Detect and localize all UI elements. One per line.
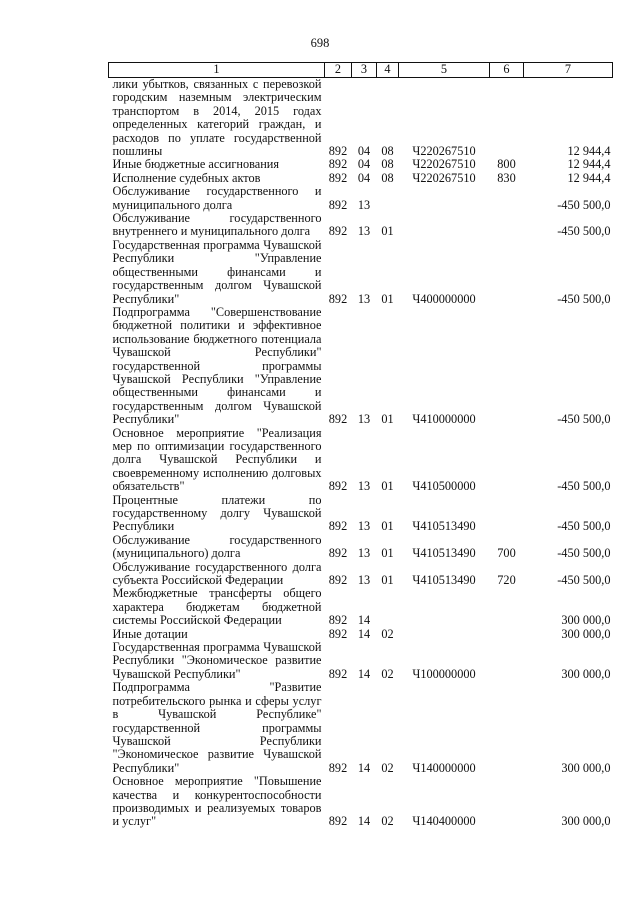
row-amount: 12 944,4 (567, 170, 611, 185)
row-expense-type-code (490, 775, 524, 829)
row-ministry-code: 892 (328, 170, 348, 185)
row-expense-type-code (490, 185, 524, 212)
row-name: Государственная программа Чувашской Республики "Управление общественными финансами и государственным долгом Чувашской Республики" (112, 237, 322, 306)
table-row (109, 681, 613, 775)
row-ministry-code: 892 (328, 291, 348, 306)
table-row (109, 775, 613, 829)
row-subsection-code: 01 (381, 412, 394, 427)
row-section-code: 13 (357, 224, 371, 239)
header-col-1: 1 (109, 63, 325, 78)
row-name: Межбюджетные трансферты общего характера бюджетам бюджетной системы Российской Федерации (112, 586, 322, 628)
row-article-code: Ч410500000 (412, 479, 476, 494)
row-section-code: 13 (357, 197, 371, 212)
row-subsection-code: 01 (381, 224, 394, 239)
row-article-code: Ч220267510 (412, 170, 476, 185)
row-name: Подпрограмма "Совершенствование бюджетной политики и эффективное использование бюджетного потенциала Чувашской Республики" государственной программы Чувашской Республики "Управление общественными финансами и государственным долгом Чувашской Республики" (112, 304, 322, 427)
row-article-code (399, 212, 490, 239)
row-subsection-code: 01 (381, 519, 394, 534)
row-amount: -450 500,0 (557, 197, 611, 212)
row-amount: -450 500,0 (557, 224, 611, 239)
row-ministry-code: 892 (328, 573, 348, 588)
row-expense-type-code (490, 78, 524, 159)
row-ministry-code: 892 (328, 613, 348, 628)
row-article-code: Ч410000000 (412, 412, 476, 427)
table-row (109, 534, 613, 561)
row-section-code: 13 (357, 519, 371, 534)
row-amount: -450 500,0 (557, 412, 611, 427)
row-article-code: Ч220267510 (412, 157, 476, 172)
row-subsection-code: 02 (381, 814, 394, 829)
row-subsection-code (377, 587, 399, 627)
row-article-code (399, 185, 490, 212)
row-article-code: Ч410513490 (412, 546, 476, 561)
row-section-code: 14 (357, 626, 371, 641)
row-amount: 300 000,0 (561, 613, 611, 628)
table-row (109, 158, 613, 171)
row-section-code: 13 (357, 573, 371, 588)
row-ministry-code: 892 (328, 197, 348, 212)
row-subsection-code: 02 (381, 760, 394, 775)
header-col-6: 6 (490, 63, 524, 78)
row-amount: -450 500,0 (557, 546, 611, 561)
row-article-code: Ч410513490 (412, 573, 476, 588)
row-name: Иные дотации (112, 626, 188, 641)
row-article-code (399, 628, 490, 641)
header-col-5: 5 (399, 63, 490, 78)
row-amount: 300 000,0 (561, 760, 611, 775)
budget-table (108, 62, 613, 829)
row-ministry-code: 892 (328, 412, 348, 427)
row-ministry-code: 892 (328, 666, 348, 681)
row-section-code: 14 (357, 613, 371, 628)
header-col-2: 2 (325, 63, 352, 78)
row-article-code: Ч410513490 (412, 519, 476, 534)
table-row (109, 561, 613, 588)
row-expense-type-code: 700 (497, 546, 516, 561)
row-ministry-code: 892 (328, 479, 348, 494)
row-name: Подпрограмма "Развитие потребительского рынка и сферы услуг в Чувашской Республике" государственной программы Чувашской Республики "Экономическое развитие Чувашской Республики" (112, 680, 322, 775)
row-name: Государственная программа Чувашской Республики "Экономическое развитие Чувашской Республики" (112, 640, 322, 681)
row-article-code: Ч220267510 (412, 144, 476, 159)
row-expense-type-code (490, 427, 524, 494)
row-ministry-code: 892 (328, 157, 348, 172)
row-expense-type-code (490, 306, 524, 427)
row-expense-type-code (490, 212, 524, 239)
row-expense-type-code (490, 587, 524, 627)
row-expense-type-code: 800 (497, 157, 516, 172)
table-row (109, 78, 613, 159)
header-col-4: 4 (377, 63, 399, 78)
row-expense-type-code (490, 628, 524, 641)
row-article-code: Ч100000000 (412, 666, 476, 681)
row-amount: 12 944,4 (567, 157, 611, 172)
row-name: Обслуживание государственного внутреннего и муниципального долга (112, 211, 322, 239)
row-expense-type-code (490, 494, 524, 534)
row-section-code: 14 (357, 666, 371, 681)
row-expense-type-code (490, 681, 524, 775)
table-row (109, 306, 613, 427)
row-name: лики убытков, связанных с перевозкой городским наземным электрическим транспортом в 2014, 2015 годах определенных категорий граждан, и расходов по уплате государственной пошлины (112, 77, 322, 159)
row-subsection-code: 08 (381, 157, 394, 172)
row-article-code: Ч400000000 (412, 291, 476, 306)
table-row (109, 427, 613, 494)
header-row (109, 63, 613, 78)
table-row (109, 587, 613, 627)
row-name: Обслуживание государственного долга субъекта Российской Федерации (112, 559, 322, 588)
row-section-code: 04 (357, 170, 371, 185)
row-section-code: 13 (357, 412, 371, 427)
row-name: Процентные платежи по государственному долгу Чувашской Республики (112, 492, 322, 534)
row-ministry-code: 892 (328, 224, 348, 239)
row-name: Обслуживание государственного и муниципального долга (112, 184, 322, 212)
row-ministry-code: 892 (328, 814, 348, 829)
row-ministry-code: 892 (328, 519, 348, 534)
row-name: Основное мероприятие "Реализация мер по оптимизации государственного долга Чувашской Республики и своевременному исполнению долговых обязательств" (112, 425, 322, 494)
table-row (109, 212, 613, 239)
row-section-code: 13 (357, 546, 371, 561)
row-amount: -450 500,0 (557, 479, 611, 494)
row-ministry-code: 892 (328, 144, 348, 159)
row-ministry-code: 892 (328, 626, 348, 641)
row-expense-type-code (490, 641, 524, 681)
table-row (109, 641, 613, 681)
row-subsection-code: 02 (381, 666, 394, 681)
row-article-code: Ч140400000 (412, 814, 476, 829)
row-section-code: 04 (357, 144, 371, 159)
row-section-code: 13 (357, 291, 371, 306)
row-subsection-code (377, 185, 399, 212)
row-expense-type-code: 830 (497, 170, 516, 185)
row-name: Иные бюджетные ассигнования (112, 157, 280, 172)
row-expense-type-code: 720 (497, 573, 516, 588)
row-amount: -450 500,0 (557, 573, 611, 588)
table-body (109, 78, 613, 829)
row-amount: -450 500,0 (557, 519, 611, 534)
row-ministry-code: 892 (328, 760, 348, 775)
header-col-7: 7 (524, 63, 613, 78)
row-name: Основное мероприятие "Повышение качества и конкурентоспособности производимых и реализуемых товаров и услуг" (112, 774, 322, 829)
row-section-code: 14 (357, 760, 371, 775)
row-subsection-code: 02 (381, 626, 394, 641)
row-ministry-code: 892 (328, 546, 348, 561)
row-amount: 300 000,0 (561, 814, 611, 829)
row-article-code (399, 587, 490, 627)
row-amount: 300 000,0 (561, 666, 611, 681)
row-subsection-code: 01 (381, 291, 394, 306)
row-section-code: 14 (357, 814, 371, 829)
row-amount: -450 500,0 (557, 291, 611, 306)
row-amount: 12 944,4 (567, 144, 611, 159)
row-section-code: 04 (357, 157, 371, 172)
row-amount: 300 000,0 (561, 626, 611, 641)
row-expense-type-code (490, 239, 524, 306)
row-subsection-code: 01 (381, 479, 394, 494)
table-row (109, 172, 613, 185)
page-number: 698 (310, 36, 330, 50)
row-subsection-code: 01 (381, 573, 394, 588)
table-row (109, 239, 613, 306)
row-name: Исполнение судебных актов (112, 170, 261, 185)
table-row (109, 494, 613, 534)
row-article-code: Ч140000000 (412, 760, 476, 775)
row-subsection-code: 08 (381, 144, 394, 159)
row-section-code: 13 (357, 479, 371, 494)
row-subsection-code: 01 (381, 546, 394, 561)
row-name: Обслуживание государственного (муниципального) долга (112, 532, 322, 561)
table-row (109, 628, 613, 641)
header-col-3: 3 (352, 63, 377, 78)
row-subsection-code: 08 (381, 170, 394, 185)
table-row (109, 185, 613, 212)
